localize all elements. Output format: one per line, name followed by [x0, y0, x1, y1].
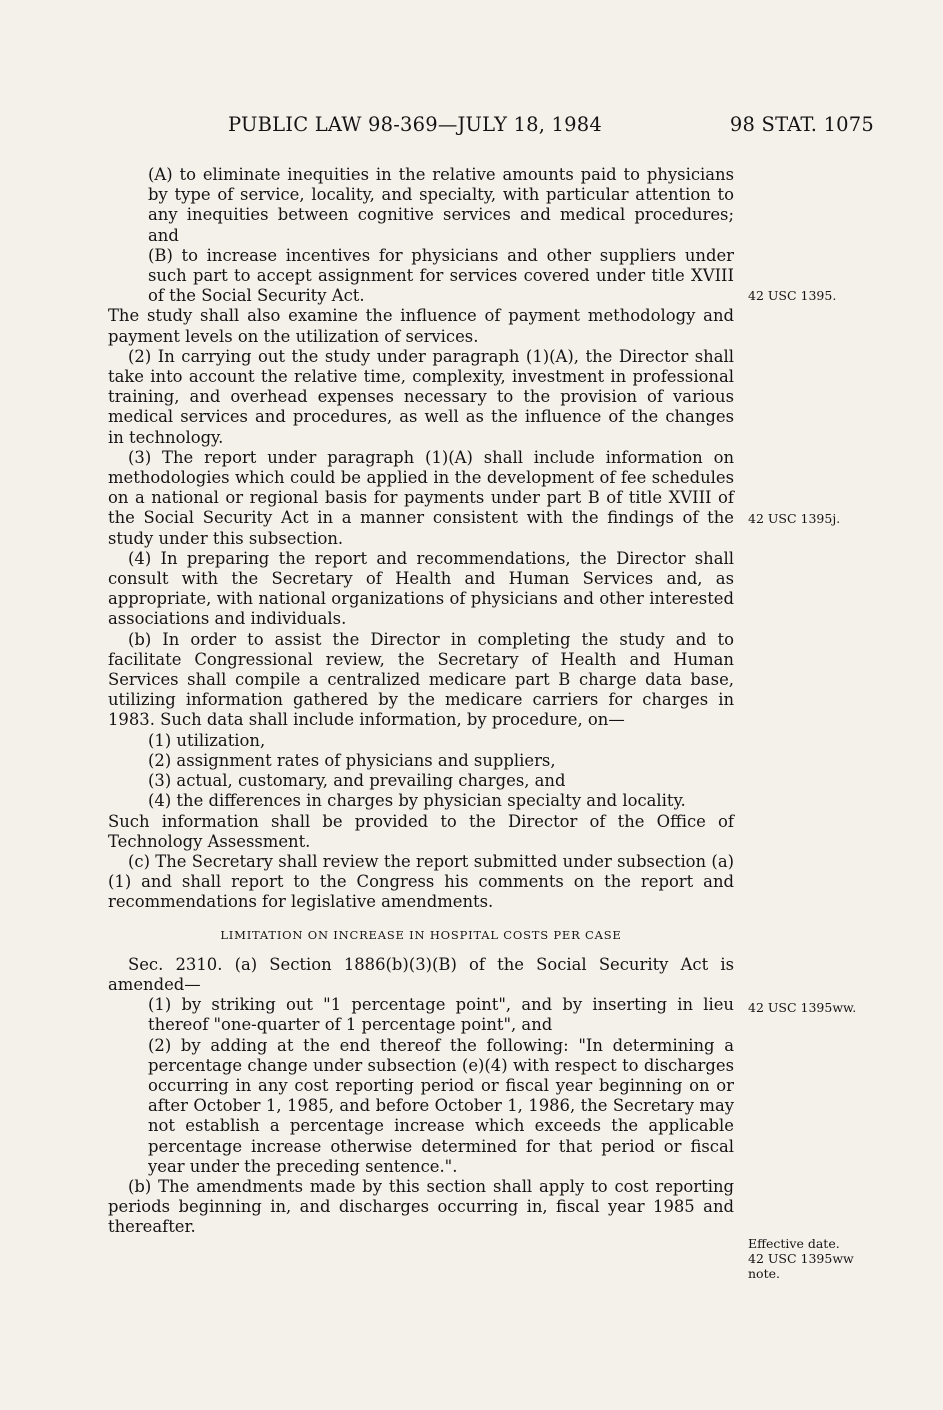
- margin-note-effective-date: [748, 1236, 898, 1281]
- amendment-2: (2) by adding at the end thereof the following: "In determining a percentage change under subsection (e)(4) with respect to discharges occurring in any cost reporting period or fiscal year beginning on or after October 1, 1985, and before October 1, 1986, the Secretary may not establish a percentage increase which exceeds the applicable percentage increase otherwise determined for that period or fiscal year under the preceding sentence.".: [148, 1035, 734, 1176]
- subparagraph-b: (B) to increase incentives for physicians and other suppliers under such part to accept assignment for services covered under title XVIII of the Social Security Act.: [148, 245, 734, 306]
- paragraph-4: (4) In preparing the report and recommendations, the Director shall consult with the Secretary of Health and Human Services and, as appropriate, with national organizations of physicians and other interested associations and individuals.: [108, 548, 734, 629]
- paragraph-2: (2) In carrying out the study under paragraph (1)(A), the Director shall take into account the relative time, complexity, investment in professional training, and overhead expenses necessary to the provision of various medical services and procedures, as well as the influence of the changes in technology.: [108, 346, 734, 447]
- section-2310-b: (b) The amendments made by this section shall apply to cost reporting periods beginning in, and discharges occurring in, fiscal year 1985 and thereafter.: [108, 1176, 734, 1237]
- margin-note-usc-1395j: 42 USC 1395j.: [748, 511, 841, 526]
- law-title: PUBLIC LAW 98-369—JULY 18, 1984: [228, 113, 602, 136]
- subparagraph-a: (A) to eliminate inequities in the relative amounts paid to physicians by type of service, locality, and specialty, with particular attention to any inequities between cognitive services and medical procedures; and: [148, 165, 734, 245]
- usc-1395ww-note: 42 USC 1395ww note.: [748, 1251, 854, 1281]
- effective-date-label: Effective date.: [748, 1236, 840, 1251]
- subsection-c: (c) The Secretary shall review the report submitted under subsection (a)(1) and shall report to the Congress his comments on the report and recommendations for legislative amendments.: [108, 851, 734, 912]
- section-2310-a: Sec. 2310. (a) Section 1886(b)(3)(B) of the Social Security Act is amended—: [108, 954, 734, 994]
- amendment-1: (1) by striking out "1 percentage point", and by inserting in lieu thereof "one-quarter of 1 percentage point", and: [148, 995, 734, 1035]
- margin-note-usc-1395ww: 42 USC 1395ww.: [748, 1000, 857, 1015]
- margin-note-usc-1395: 42 USC 1395.: [748, 288, 837, 303]
- statute-page-number: 98 STAT. 1075: [729, 113, 874, 136]
- study-paragraph: The study shall also examine the influence of payment methodology and payment levels on the utilization of services.: [108, 306, 734, 346]
- information-paragraph: Such information shall be provided to the Director of the Office of Technology Assessment.: [108, 811, 734, 851]
- document-body: [108, 165, 734, 1238]
- list-item: (2) assignment rates of physicians and suppliers,: [148, 750, 556, 770]
- paragraph-3: (3) The report under paragraph (1)(A) shall include information on methodologies which could be applied in the development of fee schedules on a national or regional basis for payments under part B of title XVIII of the Social Security Act in a manner consistent with the findings of the study under this subsection.: [108, 447, 734, 548]
- section-heading: LIMITATION ON INCREASE IN HOSPITAL COSTS PER CASE: [220, 927, 622, 942]
- list-item: (4) the differences in charges by physician specialty and locality.: [148, 791, 686, 811]
- subsection-b: (b) In order to assist the Director in completing the study and to facilitate Congressional review, the Secretary of Health and Human Services shall compile a centralized medicare part B charge data base, utilizing information gathered by the medicare carriers for charges in 1983. Such data shall include information, by procedure, on—: [108, 629, 734, 730]
- list-item: (1) utilization,: [148, 730, 266, 750]
- list-item: (3) actual, customary, and prevailing charges, and: [148, 771, 566, 791]
